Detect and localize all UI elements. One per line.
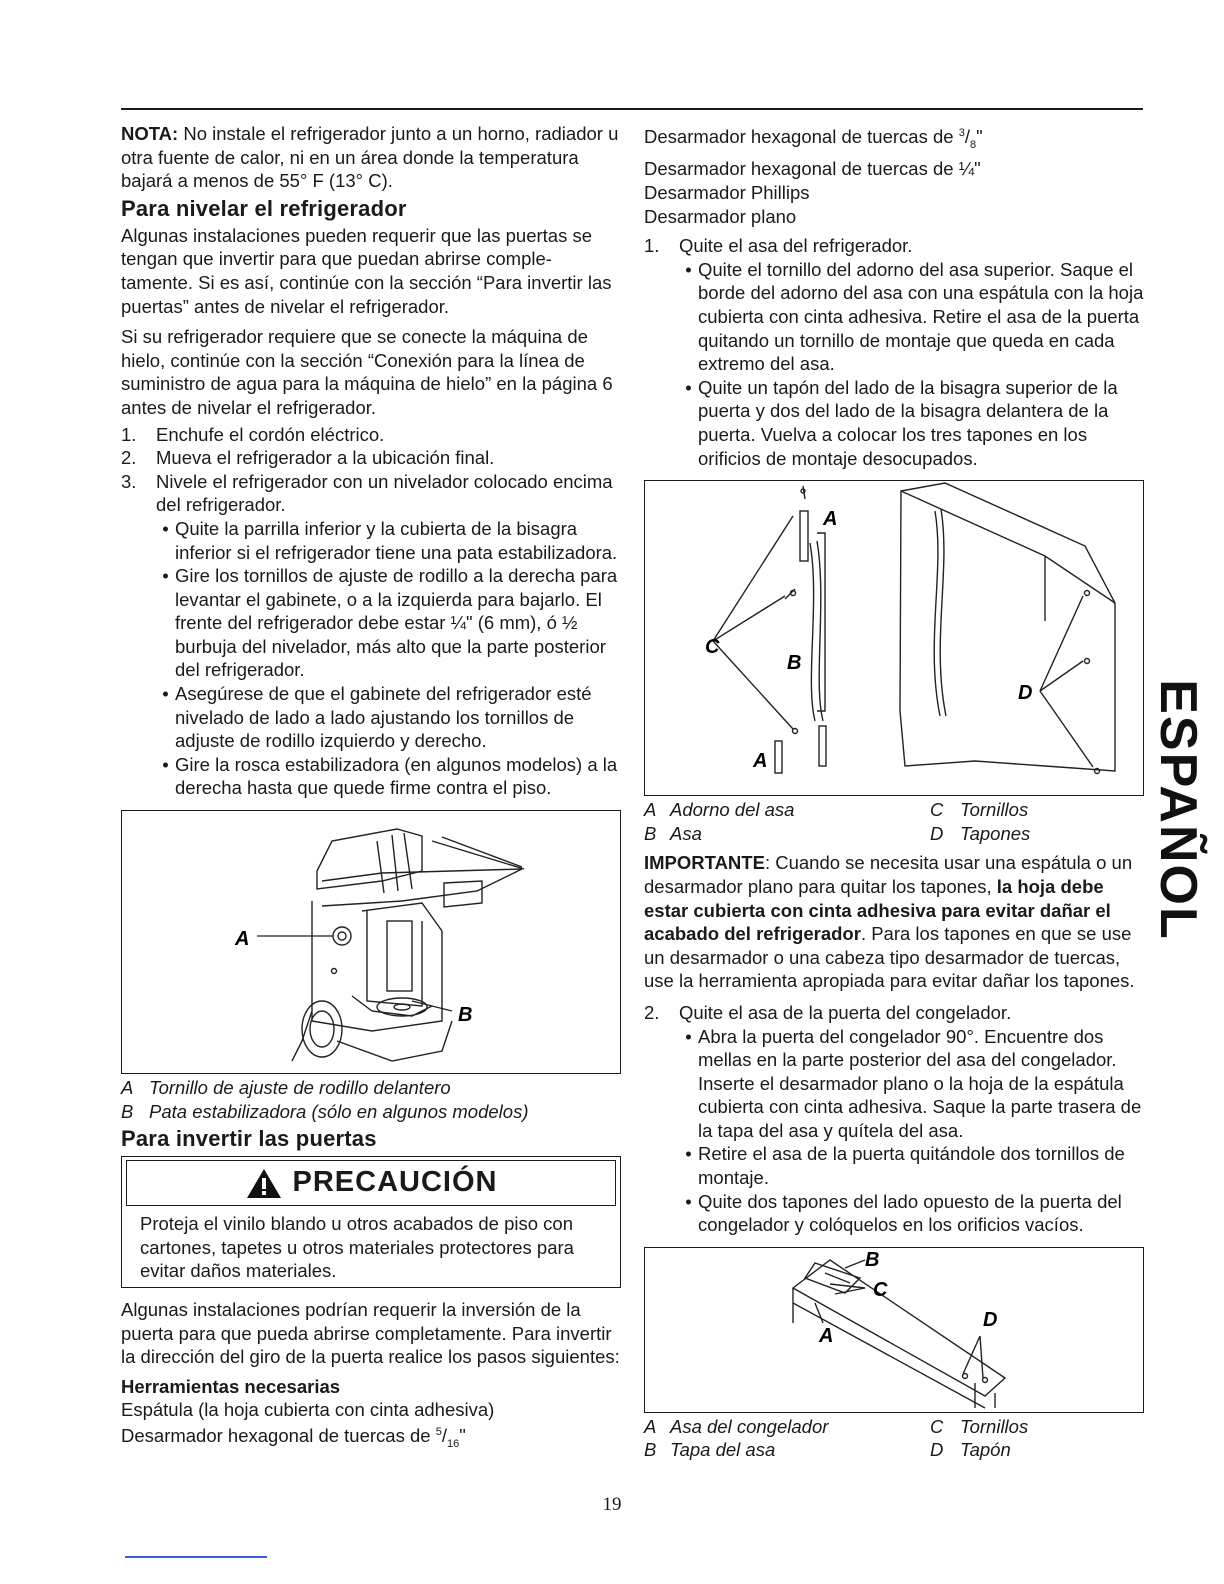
fig3-label-b: B (865, 1248, 880, 1271)
heading-invert: Para invertir las puertas (121, 1126, 377, 1152)
fig3-label-a: A (819, 1324, 834, 1347)
right-step-1: 1. Quite el asa del refrigerador. (644, 235, 913, 257)
step-2: 2. Mueva el refrigerador a la ubicación final. (121, 447, 495, 469)
figure2-caption: A Adorno del asa C Tornillos B Asa D Tapones (644, 799, 1031, 844)
figure-freezer-handle (644, 1247, 1144, 1413)
para-level-1: Algunas instalaciones pueden requerir que las puertas se tengan que invertir para que puedan abrirse comple- tamente. Si es así, continúe con la sección “Para invertir las puertas” antes de nivelar el refrigerador. (121, 224, 612, 317)
tools-heading: Herramientas necesarias (121, 1375, 341, 1397)
warning-icon (245, 1167, 283, 1200)
para-level-2: Si su refrigerador requiere que se conecte la máquina de hielo, continúe con la sección “Conexión para la línea de suministro de agua para la máquina de hielo” en la página 6 antes de nivelar el refrigerador. (121, 326, 613, 418)
right-step-2: 2. Quite el asa de la puerta del congelador. (644, 1001, 1012, 1023)
fig1-label-a: A (235, 928, 250, 951)
caution-header (126, 1160, 616, 1206)
caution-box (121, 1156, 621, 1288)
left-column (121, 122, 621, 1457)
fig2-label-b: B (787, 652, 802, 675)
figure3-caption: A Asa del congelador C Tornillos B Tapa del asa D Tapón (644, 1415, 1029, 1461)
fig2-label-c: C (705, 636, 720, 659)
figure-roller-adjust (121, 810, 621, 1074)
nota-label: NOTA: (121, 123, 179, 144)
roller-illustration (122, 811, 620, 1073)
fig2-label-d: D (1018, 682, 1033, 705)
para-invert: Algunas instalaciones podrían requerir la inversión de la puerta para que pueda abrirse completamente. Para invertir la dirección del giro de la puerta realice los pasos siguientes: (121, 1299, 620, 1368)
step-3: 3. Nivele el refrigerador con un nivelador colocado encima del refrigerador. (121, 470, 613, 516)
fig2-label-a-bottom: A (753, 750, 768, 773)
bullet-4: • Gire la rosca estabilizadora (en algunos modelos) a la derecha hasta que quede firme contra el piso. (162, 753, 618, 799)
language-side-tab: ESPAÑOL (1149, 679, 1207, 941)
right-step1-bullet-2: • Quite un tapón del lado de la bisagra superior de la puerta y dos del lado de la bisagra delantera de la puerta. Vuelva a colocar los tres tapones en los orificios de montaje desocupados. (685, 376, 1118, 469)
fig1-label-b: B (458, 1004, 473, 1027)
right-step2-bullet-3: • Quite dos tapones del lado opuesto de la puerta del congelador y colóquelos en los orificios vacíos. (685, 1190, 1122, 1236)
importante-paragraph: IMPORTANTE: Cuando se necesita usar una espátula o un desarmador plano para quitar los tapones, la hoja debe estar cubierta con cinta adhesiva para evitar dañar el acabado del refrigerador. Para los tapones en que se use un desarmador o una cabeza tipo desarmador de tuercas, use la herramienta apropiada para evitar dañar los tapones. (644, 852, 1135, 992)
tool-phillips: Desarmador Phillips (644, 182, 810, 204)
fig3-label-c: C (873, 1278, 888, 1301)
bullet-2: • Gire los tornillos de ajuste de rodillo a la derecha para levantar el gabinete, o a la izquierda para bajarlo. El frente del refrigerador debe estar ¼" (6 mm), ó ½ burbuja del nivelador, más alto que la parte posterior del refrigerador. (162, 565, 618, 681)
top-rule (121, 108, 1143, 110)
tool-hex-1-4: Desarmador hexagonal de tuercas de ¼" (644, 158, 981, 180)
bullet-3: • Asegúrese de que el gabinete del refrigerador esté nivelado de lado a lado ajustando los tornillos de adjuste de rodillo izquierdo y derecho. (162, 683, 592, 752)
tool-flat: Desarmador plano (644, 205, 797, 227)
right-step2-bullet-2: • Retire el asa de la puerta quitándole dos tornillos de montaje. (685, 1143, 1125, 1189)
nota-paragraph (121, 122, 621, 193)
fig3-label-d: D (983, 1308, 998, 1331)
nota-text: No instale el refrigerador junto a un horno, radiador u otra fuente de calor, ni en un área donde la temperatura bajará a menos de 55° F (13° C). (121, 123, 619, 192)
right-column (644, 122, 1144, 1462)
caution-text: Proteja el vinilo blando u otros acabados de piso con cartones, tapetes u otros materiales protectores para evitar daños materiales. (140, 1213, 574, 1282)
freezer-handle-illustration (645, 1248, 1143, 1412)
right-step2-bullet-1: • Abra la puerta del congelador 90°. Encuentre dos mellas en la parte posterior del asa del congelador. Inserte el desarmador plano o la hoja de la espátula cubierta con cinta adhesiva. Saque la parte trasera de la tapa del asa y quítela del asa. (685, 1025, 1142, 1141)
figure-handle-removal (644, 480, 1144, 796)
caution-title: PRECAUCIÓN (292, 1166, 498, 1199)
footer-line (125, 1556, 267, 1558)
heading-level: Para nivelar el refrigerador (121, 195, 407, 221)
handle-illustration (645, 481, 1143, 795)
step-1: 1. Enchufe el cordón eléctrico. (121, 423, 385, 445)
bullet-1: • Quite la parrilla inferior y la cubierta de la bisagra inferior si el refrigerador tiene una pata estabilizadora. (162, 517, 618, 563)
tool-hex-3-8: Desarmador hexagonal de tuercas de $^3/_8$" (644, 126, 983, 151)
tool-hex-5-16: Desarmador hexagonal de tuercas de $^5/_{16}$" (121, 1425, 466, 1451)
page-number: 19 (602, 1494, 622, 1515)
tool-spatula: Espátula (la hoja cubierta con cinta adhesiva) (121, 1398, 495, 1420)
fig2-label-a-top: A (823, 508, 838, 531)
figure1-caption: A Tornillo de ajuste de rodillo delantero B Pata estabilizadora (sólo en algunos modelos) (121, 1077, 529, 1122)
right-step1-bullet-1: • Quite el tornillo del adorno del asa superior. Saque el borde del adorno del asa con una espátula con la hoja cubierta con cinta adhesiva. Retire el asa de la puerta quitando un tornillo de montaje que queda en cada extremo del asa. (685, 258, 1144, 375)
